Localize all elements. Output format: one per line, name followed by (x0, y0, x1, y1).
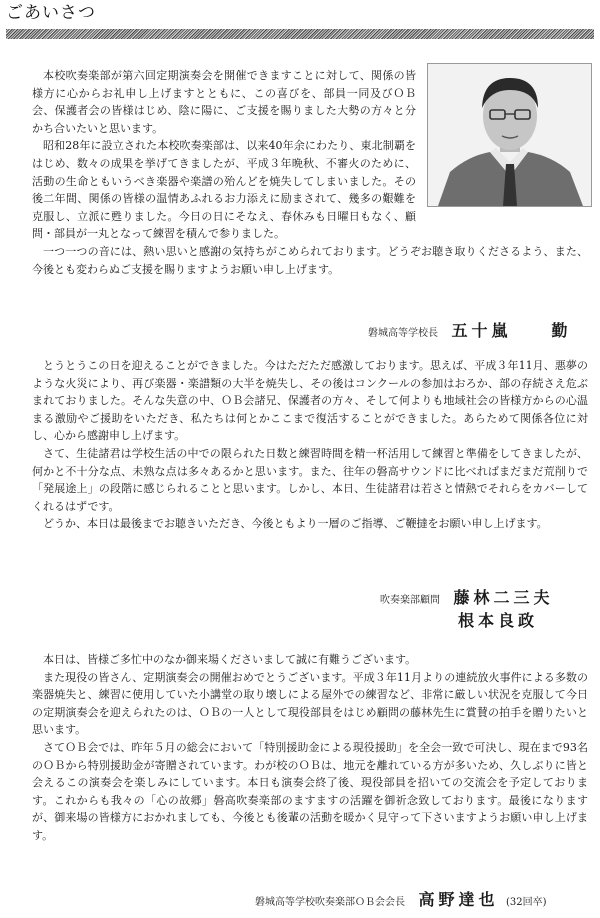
signature-role: 磐城高等学校長 (368, 328, 438, 339)
signature-name: 根本良政 (458, 611, 539, 630)
principal-photo (427, 63, 592, 207)
paragraph: 昭和28年に設立された本校吹奏楽部は、以来40年余にわたり、東北制覇をはじめ、数々の成果を挙げてきましたが、平成３年晩秋、不審火のために、活動の生命ともいうべき楽器や楽譜の殆んどを焼失してしまいました。その後二年間、関係の皆様の温情あふれるお力添えに励まされて、幾多の艱難を克服し、立派に甦りました。今日の日にそなえ、春休みも日曜日もなく、顧問・部員が一丸となって練習を積んで参りました。 (32, 139, 416, 241)
paragraph: 本校吹奏楽部が第六回定期演奏会を開催できますことに対して、関係の皆様方に心からお礼申し上げますとともに、この喜びを、部員一同及びＯＢ会、保護者会の皆様はじめ、陰に陽に、ご支援を賜りました大勢の方々と分かち合いたいと思います。 (32, 69, 416, 135)
principal-signature (368, 318, 572, 341)
signature-name: 藤林二三夫 (453, 588, 554, 607)
advisor-signature-2 (458, 608, 538, 631)
paragraph: さて、生徒諸君は学校生活の中での限られた日数と練習時間を精一杯活用して練習と準備をしてきましたが、何かと不十分な点、未熟な点は多々あるかと思います。また、往年の磐高サウンドに比べればまだまだ荒削りで「発展途上」の段階に感じられることと思います。しかし、本日、生徒諸君は若さと情熱でそれらをカバーしてくれるはずです。 (32, 446, 588, 513)
paragraph: また現役の皆さん、定期演奏会の開催おめでとうございます。平成３年11月よりの連続放火事件による多数の楽器焼失と、練習に使用していた小講堂の取り壊しによる屋外での練習など、非常に厳しい状況を克服して今日の定期演奏会を迎えられたのは、ＯＢの一人として現役部員をはじめ顧問の藤林先生に賞賛の拍手を贈りたいと思います。 (32, 670, 588, 737)
ob-greeting (32, 651, 588, 845)
page-title: ごあいさつ (6, 3, 96, 23)
paragraph: 本日は、皆様ご多忙中のなか御来場くださいまして誠に有難うございます。 (43, 653, 417, 666)
signature-note: (32回卒) (506, 897, 547, 908)
ob-signature (255, 887, 547, 910)
advisor-signature (380, 585, 554, 608)
header-rule (6, 29, 594, 39)
advisor-greeting (32, 357, 588, 533)
paragraph: どうか、本日は最後までお聴きいただき、今後ともより一層のご指導、ご鞭撻をお願い申し上げます。 (43, 517, 548, 531)
principal-greeting (32, 67, 588, 278)
paragraph: 一つ一つの音には、熱い思いと感謝の気持ちがこめられております。どうぞお聴き取りくださるよう、また、今後とも変わらぬご支援を賜りますようお願い申し上げます。 (32, 244, 588, 276)
signature-name: 高野達也 (418, 890, 499, 909)
paragraph: とうとうこの日を迎えることができました。今はただただ感激しております。思えば、平成３年11月、悪夢のような火災により、再び楽器・楽譜類の大半を焼失し、その後はコンクールの参加はおろか、部の存続さえ危ぶまれておりました。そんな失意の中、ＯＢ会諸兄、保護者の方々、そして何よりも地域社会の皆様方からの心温まる激励やご援助をいただき、私たちは何とかここまで復活することができました。あらためて関係各位に対し、心から感謝申し上げます。 (32, 359, 588, 443)
paragraph: さてＯＢ会では、昨年５月の総会において「特別援助金による現役援助」を全会一致で可決し、現在まで93名のＯＢから特別援助金が寄贈されています。わが校のＯＢは、地元を離れている方が多いため、久しぶりに皆と会えるこの演奏会を楽しみにしています。本日も演奏会終了後、現役部員を招いての交流会を予定しております。これからも我々の「心の故郷」磐高吹奏楽部のますますの活躍を御祈念致しております。最後になりますが、御来場の皆様方におかれましても、今後とも後輩の活動を暖かく見守って下さいますようお願い申し上げます。 (32, 740, 588, 842)
signature-role: 磐城高等学校吹奏楽部ＯＢ会会長 (255, 897, 405, 908)
portrait-image (428, 64, 591, 206)
signature-role: 吹奏楽部顧問 (380, 595, 440, 606)
page-header (6, 2, 594, 24)
signature-name: 五十嵐 勤 (451, 321, 572, 340)
